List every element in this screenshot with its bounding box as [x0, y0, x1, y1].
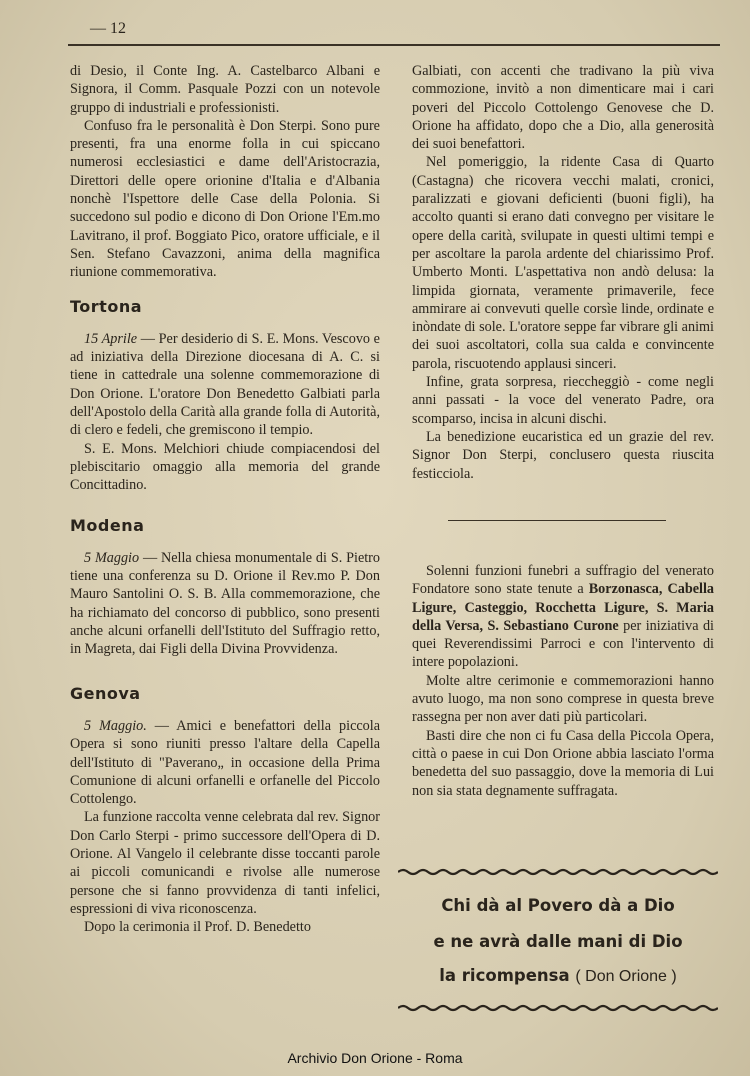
section-divider — [448, 520, 666, 521]
intro-paragraph-2: Confuso fra le personalità è Don Sterpi. Sono pure presenti, fra una enorme folla in cui spiccano numerosi ecclesiastici e dame dell'Aristocrazia, Direttori delle opere orionine d'Italia e d'Albania nonchè l'Ispettore delle Case della Polonia. Si succedono sul podio e dicono di Don Orione l'Em.mo Lavitrano, il prof. Boggiato Pico, oratore ufficiale, e il Sen. Stefano Cavazzoni, anima della magnifica riunione commemorativa. — [70, 117, 380, 281]
motto-line-3: la ricompensa ( Don Orione ) — [439, 966, 677, 985]
intro-paragraph: di Desio, il Conte Ing. A. Castelbarco Albani e Signora, il Comm. Pasquale Pozzi con un notevole gruppo di industriali e professionisti. — [70, 63, 380, 116]
closing-paragraph: Infine, grata sorpresa, riecchеggiò - come negli anni passati - la voce del venerato Padre, ora scomparso, incisa in alcuni dischi. — [412, 374, 714, 427]
genova-paragraph-2: La funzione raccolta venne celebrata dal rev. Signor Don Carlo Sterpi - primo successore dell'Opera di D. Orione. Al Vangelo il celebrante disse toccanti parole ai piccoli comunicandi e rivolse alle numerose persone che si fanno provvidenza di tanti infelici, espressioni di viva riconoscenza. — [70, 809, 380, 917]
header-rule — [68, 44, 720, 46]
funzioni-paragraph: Solenni funzioni funebri a suffragio del venerato Fondatore sono state tenute a Borzonasca, Cabella Ligure, Casteggio, Rocchetta Ligure, S. Maria della Versa, S. Sebastiano Curone per iniziativa di quei Reverendissimi Parroci e con l'intervento di intere popolazioni. — [412, 563, 714, 671]
section-title-modena: Modena — [70, 515, 145, 535]
places-list: Borzonasca, Cabella Ligure, Casteggio, Rocchetta Ligure, S. Maria della Versa, S. Sebastiano Curone — [412, 581, 714, 634]
genova-date: 5 Maggio. — [84, 717, 147, 734]
archive-footer: Archivio Don Orione - Roma — [287, 1050, 463, 1066]
page-number: — 12 — [90, 20, 126, 37]
genova-paragraph: 5 Maggio. — Amici e benefattori della piccola Opera si sono riuniti presso l'altare della Capella dell'Istituto di "Paverano„ in occasione della Prima Comunione di alcuni orfanelli e orfanelle del Piccolo Cottolengo. — [70, 717, 380, 808]
tortona-paragraph: 15 Aprile — Per desiderio di S. E. Mons. Vescovo e ad iniziativa della Direzione diocesana di A. C. si tiene in cattedrale una solenne commemorazione di Don Orione. L'oratore Don Benedetto Galbiati parla dell'Apostolo della Carità alla grande folla di Autorità, di clero e fedeli, che gremiscono il tempio. — [70, 330, 380, 439]
motto-line-1: Chi dà al Povero dà a Dio — [441, 896, 675, 915]
tortona-paragraph-2: S. E. Mons. Melchiori chiude compiacendosi del plebiscitario omaggio alla memoria del grande Concittadino. — [70, 440, 380, 494]
motto-line-2: e ne avrà dalle mani di Dio — [433, 932, 683, 951]
wavy-rule-top — [398, 868, 718, 876]
section-title-tortona: Tortona — [70, 296, 142, 316]
tortona-date: 15 Aprile — [84, 330, 138, 347]
modena-paragraph: 5 Maggio — Nella chiesa monumentale di S. Pietro tiene una conferenza su D. Orione il Rev.mo P. Don Mauro Santolini O. S. B. Alla commemorazione, che ha richiamato del concorso di pubblico, sono presenti anche alcuni orfanelli dell'Istituto del Suffragio retto, in Magreta, dai Figli della Divina Provvidenza. — [70, 549, 380, 658]
final-paragraph: Basti dire che non ci fu Casa della Piccola Opera, città o paese in cui Don Orione abbia lasciato l'orma benedetta del suo passaggio, dove la memoria di Lui non sia stata degnamente suffragata. — [412, 727, 714, 799]
quarto-paragraph: Nel pomeriggio, la ridente Casa di Quarto (Castagna) che ricovera vecchi malati, cronici, paralizzati e giovani deficienti (buoni figli), ha accolto quanti si erano dati convegno per visitare le opere della carità, svilupate in questi ultimi tempi e per ascoltare la parola ardente del chiarissimo Prof. Umberto Monti. L'aspettativa non andò delusa: la limpida giornata, veramente primaverile, fece ammirare ai convevuti quelle corsìe linde, ordinate e inòndate di sole. L'oratore seppe far vibrare gli animi dei suoi ascoltatori, colla sua calda e convincente parola, riscuotendo applausi sinceri. — [412, 154, 714, 372]
wavy-rule-bottom — [398, 1004, 718, 1012]
closing-paragraph-2: La benedizione eucaristica ed un grazie del rev. Signor Don Sterpi, conclusero questa riuscita festicciola. — [412, 428, 714, 482]
other-ceremonies-paragraph: Molte altre cerimonie e commemorazioni hanno avuto luogo, ma non sono comprese in questa breve rassegna per non aver dati più particolari. — [412, 672, 714, 726]
right-column-upper — [412, 62, 714, 483]
page-header — [68, 18, 728, 48]
motto-attribution: ( Don Orione ) — [575, 968, 677, 985]
genova-paragraph-3: Dopo la cerimonia il Prof. D. Benedetto — [84, 919, 311, 936]
section-title-genova: Genova — [70, 683, 141, 703]
continuation-paragraph: Galbiati, con accenti che tradivano la più viva commozione, invitò a non dimenticare mai i cari poveri del Piccolo Cottolengo Genovese che D. Orione ha affidato, dopo che a Dio, alla generosità dei suoi benefattori. — [412, 63, 714, 153]
modena-date: 5 Maggio — [84, 549, 140, 566]
right-column-lower — [412, 562, 714, 800]
left-column — [70, 62, 380, 936]
